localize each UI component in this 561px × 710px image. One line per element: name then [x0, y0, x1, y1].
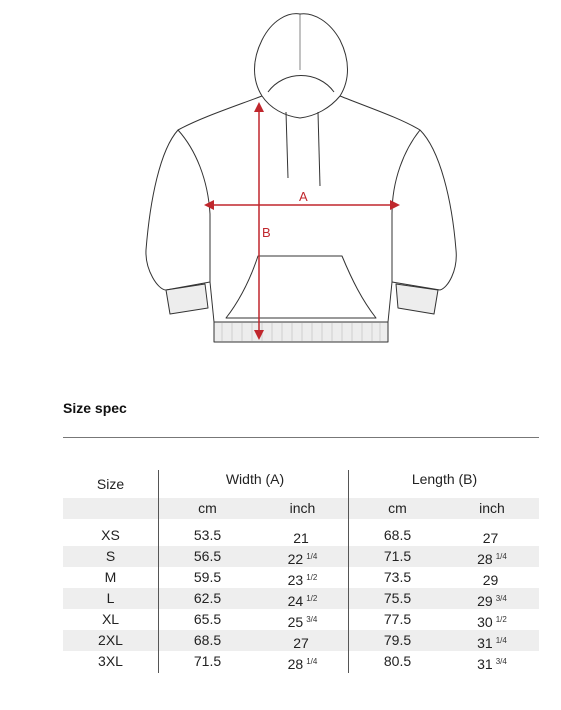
- table-row: [63, 525, 539, 546]
- size-cell: L: [106, 590, 115, 606]
- unit-cm-width: cm: [198, 500, 217, 516]
- col-header-size: Size: [96, 476, 125, 492]
- length-inch-cell: 31 $^{1/4}$: [477, 635, 507, 651]
- hood: [255, 14, 348, 118]
- group-header-length: Length (B): [411, 471, 478, 487]
- size-cell: 3XL: [98, 653, 123, 669]
- unit-cm-length: cm: [388, 500, 407, 516]
- column-divider: [348, 470, 349, 673]
- length-inch-cell: 28 $^{1/4}$: [477, 551, 507, 567]
- length-inch-cell: 31 $^{3/4}$: [477, 656, 507, 672]
- length-cm-cell: 71.5: [383, 548, 412, 564]
- table-row: [63, 630, 539, 651]
- length-inch-cell: 27: [482, 530, 499, 546]
- width-cm-cell: 65.5: [193, 611, 222, 627]
- width-inch-cell: 24 $^{1/2}$: [287, 593, 318, 609]
- measure-b-label: B: [262, 225, 271, 240]
- length-cm-cell: 75.5: [383, 590, 412, 606]
- table-row: [63, 651, 539, 672]
- width-cm-cell: 71.5: [193, 653, 222, 669]
- length-inch-cell: 29 $^{3/4}$: [477, 593, 507, 609]
- width-cm-cell: 56.5: [193, 548, 222, 564]
- length-inch-cell: 30 $^{1/2}$: [477, 614, 507, 630]
- width-cm-cell: 68.5: [193, 632, 222, 648]
- size-cell: M: [104, 569, 117, 585]
- width-inch-cell: 28 $^{1/4}$: [287, 656, 318, 672]
- width-inch-cell: 27: [293, 635, 309, 651]
- column-divider: [158, 470, 159, 673]
- size-cell: S: [105, 548, 116, 564]
- table-row: [63, 588, 539, 609]
- length-inch-cell: 29: [482, 572, 499, 588]
- length-cm-cell: 77.5: [383, 611, 412, 627]
- width-inch-cell: 25 $^{3/4}$: [287, 614, 318, 630]
- width-inch-cell: 23 $^{1/2}$: [287, 572, 318, 588]
- length-cm-cell: 79.5: [383, 632, 412, 648]
- size-spec-title: Size spec: [63, 400, 127, 416]
- width-cm-cell: 62.5: [193, 590, 222, 606]
- width-inch-cell: 22 $^{1/4}$: [287, 551, 318, 567]
- unit-header-row: [63, 498, 539, 519]
- measure-a-label: A: [299, 189, 308, 204]
- unit-inch-width: inch: [289, 500, 316, 516]
- length-cm-cell: 68.5: [383, 527, 412, 543]
- table-row: [63, 546, 539, 567]
- size-cell: XL: [101, 611, 120, 627]
- width-inch-cell: 21: [293, 530, 309, 546]
- table-row: [63, 609, 539, 630]
- width-cm-cell: 53.5: [193, 527, 222, 543]
- size-cell: XS: [101, 527, 120, 543]
- table-row: [63, 567, 539, 588]
- width-cm-cell: 59.5: [193, 569, 222, 585]
- group-header-width: Width (A): [225, 471, 285, 487]
- title-divider: [63, 437, 539, 438]
- length-cm-cell: 73.5: [383, 569, 412, 585]
- length-cm-cell: 80.5: [383, 653, 412, 669]
- unit-inch-length: inch: [479, 500, 505, 516]
- size-cell: 2XL: [98, 632, 123, 648]
